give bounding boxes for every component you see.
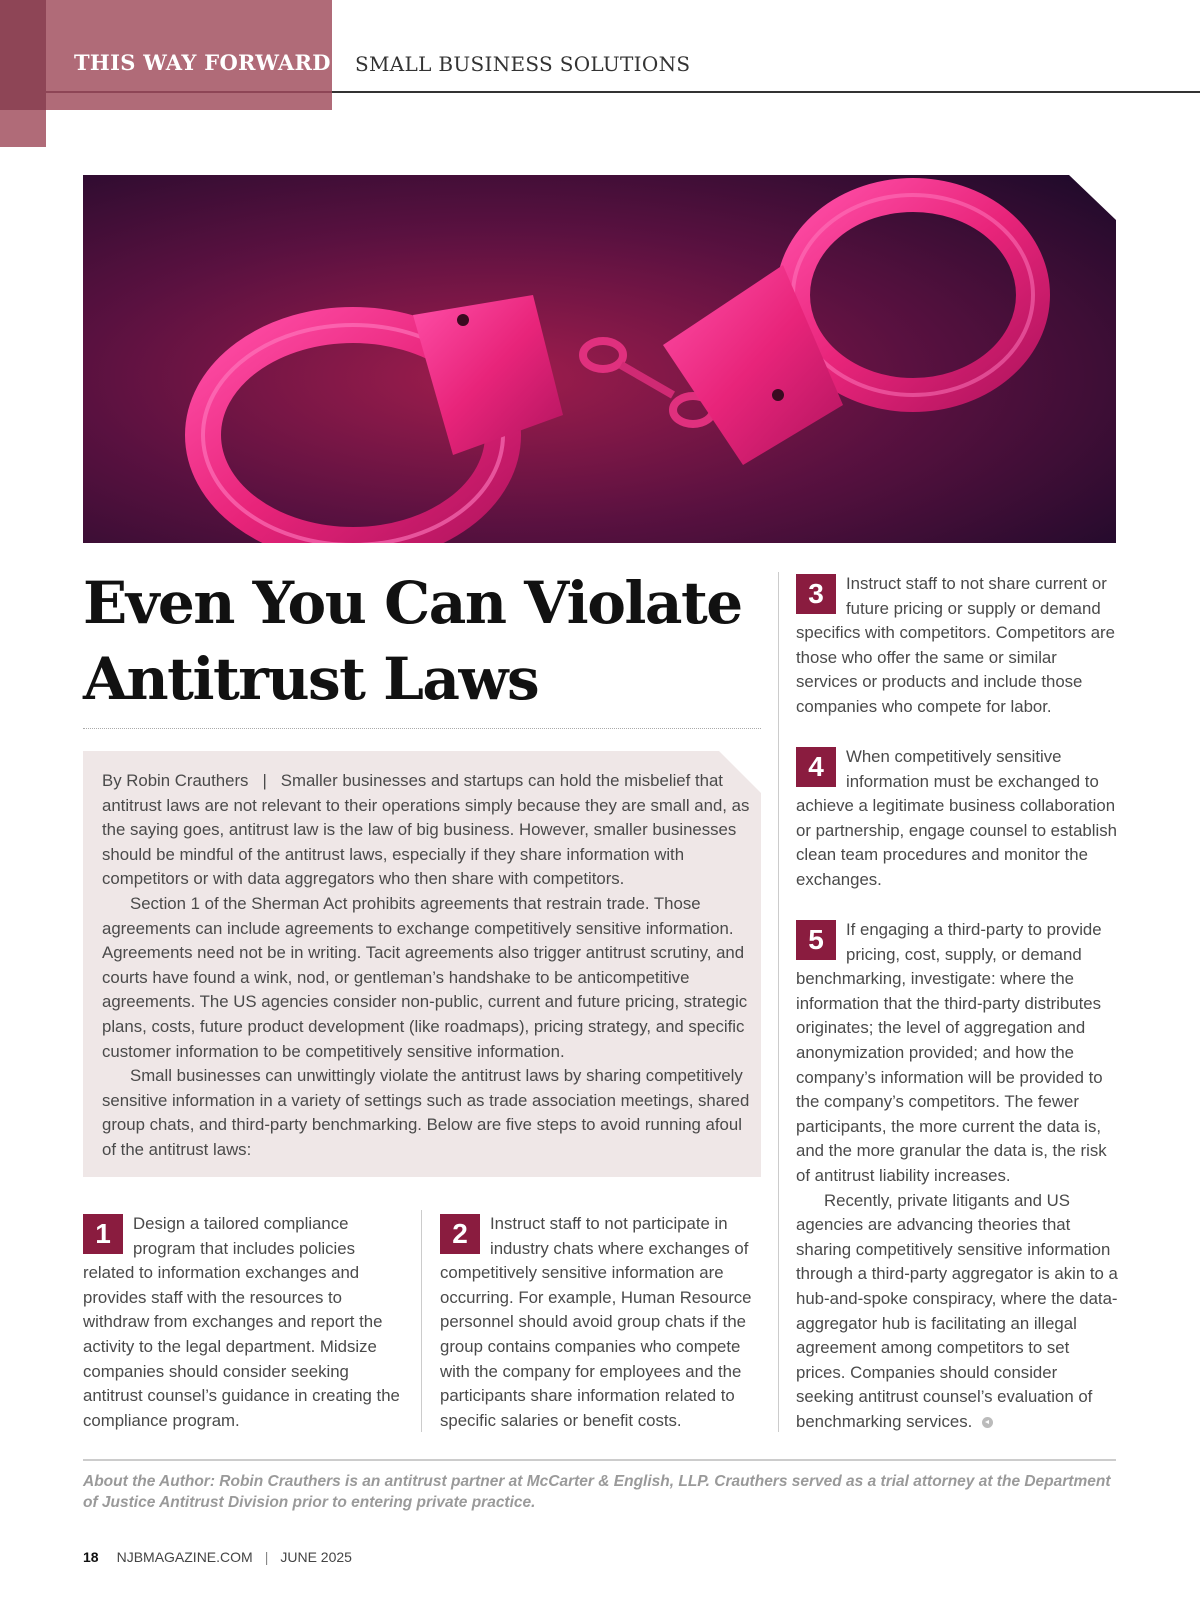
step-number-badge: 5	[796, 920, 836, 960]
intro-paragraph-2: Section 1 of the Sherman Act prohibits agreements that restrain trade. Those agreements can include agreements to exchange competitively sensitive information. Agreements need not be in writing. Tacit agreements also trigger antitrust scrutiny, and courts have found a wink, nod, or gentleman’s handshake to be anticompetitive agreements. The US agencies consider non-public, current and future pricing, strategic plans, costs, future product development (like roadmaps), pricing strategy, and specific customer information to be competitively sensitive information.	[102, 893, 748, 1061]
department-label: THIS WAY FORWARD	[74, 50, 331, 75]
article-title	[83, 565, 743, 717]
step-2	[440, 1212, 764, 1433]
section-title: SMALL BUSINESS SOLUTIONS	[355, 52, 691, 76]
step-text: Instruct staff to not participate in industry chats where exchanges of competitively sensitive information are occurring. For example, Human Resource personnel should avoid group chats if the group contains companies who compete with the company for employees and the participants share information related to specific salaries or benefit costs.	[440, 1214, 752, 1430]
step-text: When competitively sensitive information must be exchanged to achieve a legitimate business collaboration or partnership, engage counsel to establish clean team procedures and monitor the exchanges.	[796, 747, 1117, 889]
step-text-continued	[796, 1189, 1118, 1435]
step-3	[796, 572, 1118, 720]
step-number-badge: 4	[796, 747, 836, 787]
step-4	[796, 745, 1118, 893]
byline: By Robin Crauthers	[102, 771, 249, 790]
intro-paragraph-3: Small businesses can unwittingly violate the antitrust laws by sharing competitively sensitive information in a variety of settings such as trade association meetings, shared group chats, and third-party benchmarking. Below are five steps to avoid running afoul of the antitrust laws:	[102, 1066, 750, 1159]
footer-divider	[83, 1459, 1116, 1461]
column-divider-1	[421, 1210, 422, 1432]
end-of-article-icon	[982, 1417, 993, 1428]
step-text: Design a tailored compliance program that includes policies related to information exchanges and provides staff with the resources to withdraw from exchanges and report the activity to the legal department. Midsize companies should consider seeking antitrust counsel’s guidance in creating the compliance program.	[83, 1214, 400, 1430]
article-title-line1: Even You Can Violate	[83, 569, 742, 637]
byline-separator: |	[262, 771, 267, 790]
magazine-site: NJBMAGAZINE.COM	[116, 1549, 253, 1565]
intro-paragraph-1-text: Smaller businesses and startups can hold the misbelief that antitrust laws are not relevant to their operations simply because they are small and, as the saying goes, antitrust law is the law of big business. However, smaller businesses should be mindful of the antitrust laws, especially if they share information with competitors or with data aggregators who then share with competitors.	[102, 771, 750, 889]
about-the-author: About the Author: Robin Crauthers is an antitrust partner at McCarter & English, LLP. Crauthers served as a trial attorney at the Department of Justice Antitrust Division prior to entering private practice.	[83, 1473, 1111, 1511]
page-folio	[83, 1549, 352, 1565]
title-divider	[83, 728, 761, 729]
hero-image-handcuffs	[83, 175, 1116, 543]
article-title-line2: Antitrust Laws	[83, 645, 539, 713]
step-number-badge: 1	[83, 1214, 123, 1254]
folio-separator: |	[264, 1549, 269, 1565]
step-text: If engaging a third-party to provide pricing, cost, supply, or demand benchmarking, investigate: where the information that the third-party distributes originates; the level of aggregation and anonymization provided; and how the company’s information will be provided to the company’s competitors. The fewer participants, the more current the data is, and the more granular the data is, the risk of antitrust liability increases.	[796, 920, 1107, 1185]
step-number-badge: 2	[440, 1214, 480, 1254]
step-1	[83, 1212, 405, 1433]
issue-date: JUNE 2025	[280, 1549, 352, 1565]
step-text: Instruct staff to not share current or future pricing or supply or demand specifics with competitors. Competitors are those who offer the same or similar services or products and include those companies who compete for labor.	[796, 574, 1115, 716]
column-divider-2	[778, 572, 779, 1432]
step-5	[796, 918, 1118, 1434]
header-color-tab-dark	[0, 0, 46, 110]
header-rule-left	[0, 91, 332, 93]
page-number: 18	[83, 1549, 99, 1565]
header-rule	[332, 91, 1200, 93]
step-number-badge: 3	[796, 574, 836, 614]
intro-text	[102, 769, 752, 1163]
step-text-continued-body: Recently, private litigants and US agencies are advancing theories that sharing competitively sensitive information through a third-party aggregator is akin to a hub-and-spoke conspiracy, where the data-aggregator hub is facilitating an illegal agreement among competitors to set prices. Companies should consider seeking antitrust counsel’s evaluation of benchmarking services.	[796, 1190, 1118, 1431]
intro-paragraph-1	[102, 769, 752, 892]
